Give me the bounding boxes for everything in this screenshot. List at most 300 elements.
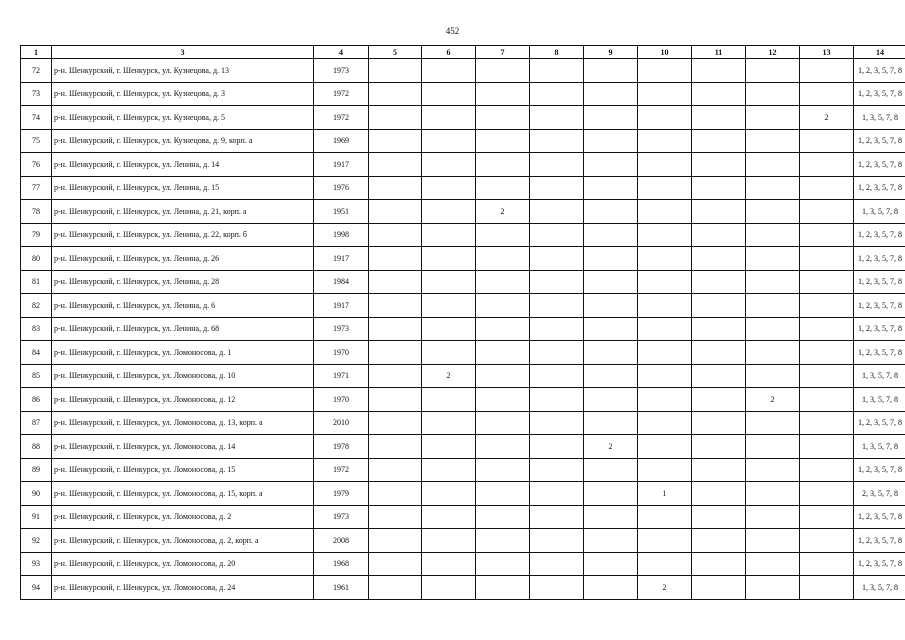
col-13-cell (800, 505, 854, 529)
col-12-cell (746, 317, 800, 341)
address-cell: р-н. Шенкурский, г. Шенкурск, ул. Ломоносова, д. 10 (52, 364, 314, 388)
col-6-cell: 2 (422, 364, 476, 388)
col-11-cell (692, 388, 746, 412)
col-9-cell (584, 82, 638, 106)
col-14-cell: 1, 3, 5, 7, 8 (854, 106, 905, 130)
col-14-cell: 1, 2, 3, 5, 7, 8 (854, 505, 905, 529)
col-6-cell (422, 317, 476, 341)
col-12-cell (746, 176, 800, 200)
col-6-cell (422, 106, 476, 130)
col-13-cell (800, 341, 854, 365)
year-cell: 1979 (314, 482, 369, 506)
column-header-8: 8 (530, 46, 584, 59)
address-cell: р-н. Шенкурский, г. Шенкурск, ул. Ломоносова, д. 1 (52, 341, 314, 365)
table-header-row (21, 46, 905, 59)
col-6-cell (422, 59, 476, 83)
row-number-cell: 77 (21, 176, 52, 200)
col-13-cell (800, 411, 854, 435)
col-10-cell (638, 82, 692, 106)
row-number-cell: 73 (21, 82, 52, 106)
address-cell: р-н. Шенкурский, г. Шенкурск, ул. Кузнецова, д. 3 (52, 82, 314, 106)
col-6-cell (422, 200, 476, 224)
col-8-cell (530, 411, 584, 435)
col-14-cell: 1, 2, 3, 5, 7, 8 (854, 294, 905, 318)
col-10-cell (638, 552, 692, 576)
address-cell: р-н. Шенкурский, г. Шенкурск, ул. Ломоносова, д. 2, корп. а (52, 529, 314, 553)
col-14-cell: 1, 2, 3, 5, 7, 8 (854, 59, 905, 83)
table-row (21, 59, 905, 83)
year-cell: 1973 (314, 59, 369, 83)
col-10-cell (638, 364, 692, 388)
col-8-cell (530, 129, 584, 153)
table-row (21, 411, 905, 435)
col-13-cell (800, 200, 854, 224)
col-5-cell (369, 552, 422, 576)
row-number-cell: 79 (21, 223, 52, 247)
year-cell: 1917 (314, 153, 369, 177)
col-10-cell (638, 317, 692, 341)
col-11-cell (692, 552, 746, 576)
col-6-cell (422, 552, 476, 576)
row-number-cell: 90 (21, 482, 52, 506)
col-11-cell (692, 505, 746, 529)
col-13-cell (800, 388, 854, 412)
col-14-cell: 1, 2, 3, 5, 7, 8 (854, 458, 905, 482)
year-cell: 1961 (314, 576, 369, 600)
col-7-cell (476, 223, 530, 247)
row-number-cell: 84 (21, 341, 52, 365)
col-6-cell (422, 505, 476, 529)
col-8-cell (530, 529, 584, 553)
col-12-cell (746, 458, 800, 482)
table-row (21, 129, 905, 153)
address-cell: р-н. Шенкурский, г. Шенкурск, ул. Ленина, д. 68 (52, 317, 314, 341)
col-10-cell (638, 458, 692, 482)
col-9-cell (584, 129, 638, 153)
year-cell: 1978 (314, 435, 369, 459)
col-10-cell (638, 223, 692, 247)
col-11-cell (692, 270, 746, 294)
address-cell: р-н. Шенкурский, г. Шенкурск, ул. Ленина, д. 22, корп. б (52, 223, 314, 247)
col-6-cell (422, 153, 476, 177)
col-6-cell (422, 247, 476, 271)
year-cell: 1973 (314, 505, 369, 529)
col-8-cell (530, 294, 584, 318)
col-10-cell (638, 176, 692, 200)
col-9-cell (584, 529, 638, 553)
row-number-cell: 87 (21, 411, 52, 435)
row-number-cell: 75 (21, 129, 52, 153)
col-7-cell (476, 435, 530, 459)
col-11-cell (692, 529, 746, 553)
col-12-cell (746, 82, 800, 106)
col-6-cell (422, 388, 476, 412)
table-row (21, 552, 905, 576)
column-header-7: 7 (476, 46, 530, 59)
col-11-cell (692, 176, 746, 200)
table-row (21, 82, 905, 106)
col-8-cell (530, 270, 584, 294)
col-14-cell: 1, 2, 3, 5, 7, 8 (854, 411, 905, 435)
col-8-cell (530, 341, 584, 365)
col-5-cell (369, 529, 422, 553)
col-14-cell: 2, 3, 5, 7, 8 (854, 482, 905, 506)
col-5-cell (369, 129, 422, 153)
col-8-cell (530, 153, 584, 177)
col-11-cell (692, 411, 746, 435)
col-5-cell (369, 153, 422, 177)
col-7-cell (476, 317, 530, 341)
col-10-cell (638, 411, 692, 435)
col-14-cell: 1, 2, 3, 5, 7, 8 (854, 153, 905, 177)
col-13-cell (800, 294, 854, 318)
year-cell: 1970 (314, 388, 369, 412)
row-number-cell: 76 (21, 153, 52, 177)
col-7-cell (476, 364, 530, 388)
col-8-cell (530, 59, 584, 83)
col-8-cell (530, 223, 584, 247)
col-9-cell (584, 200, 638, 224)
col-10-cell (638, 129, 692, 153)
page-number: 452 (445, 26, 460, 36)
column-header-13: 13 (800, 46, 854, 59)
col-11-cell (692, 294, 746, 318)
col-9-cell (584, 270, 638, 294)
col-11-cell (692, 364, 746, 388)
col-10-cell (638, 247, 692, 271)
col-11-cell (692, 435, 746, 459)
col-10-cell (638, 529, 692, 553)
address-cell: р-н. Шенкурский, г. Шенкурск, ул. Ломоносова, д. 13, корп. а (52, 411, 314, 435)
col-10-cell (638, 153, 692, 177)
col-7-cell (476, 176, 530, 200)
year-cell: 1972 (314, 458, 369, 482)
row-number-cell: 72 (21, 59, 52, 83)
address-cell: р-н. Шенкурский, г. Шенкурск, ул. Ленина, д. 21, корп. а (52, 200, 314, 224)
address-cell: р-н. Шенкурский, г. Шенкурск, ул. Ломоносова, д. 2 (52, 505, 314, 529)
col-10-cell: 1 (638, 482, 692, 506)
address-cell: р-н. Шенкурский, г. Шенкурск, ул. Ленина, д. 14 (52, 153, 314, 177)
col-7-cell (476, 552, 530, 576)
col-6-cell (422, 411, 476, 435)
col-9-cell (584, 317, 638, 341)
col-5-cell (369, 364, 422, 388)
col-8-cell (530, 364, 584, 388)
col-11-cell (692, 59, 746, 83)
column-header-10: 10 (638, 46, 692, 59)
table-body (21, 59, 905, 600)
year-cell: 1972 (314, 82, 369, 106)
year-cell: 1984 (314, 270, 369, 294)
column-header-5: 5 (369, 46, 422, 59)
column-header-3: 3 (52, 46, 314, 59)
col-14-cell: 1, 3, 5, 7, 8 (854, 388, 905, 412)
address-cell: р-н. Шенкурский, г. Шенкурск, ул. Ломоносова, д. 12 (52, 388, 314, 412)
table-row (21, 270, 905, 294)
row-number-cell: 91 (21, 505, 52, 529)
col-11-cell (692, 129, 746, 153)
col-12-cell (746, 411, 800, 435)
col-5-cell (369, 411, 422, 435)
column-header-4: 4 (314, 46, 369, 59)
housing-register-table (20, 45, 905, 600)
col-13-cell (800, 482, 854, 506)
row-number-cell: 86 (21, 388, 52, 412)
col-14-cell: 1, 2, 3, 5, 7, 8 (854, 552, 905, 576)
col-13-cell (800, 176, 854, 200)
address-cell: р-н. Шенкурский, г. Шенкурск, ул. Ломоносова, д. 15 (52, 458, 314, 482)
column-header-1: 1 (21, 46, 52, 59)
col-7-cell (476, 129, 530, 153)
col-14-cell: 1, 2, 3, 5, 7, 8 (854, 82, 905, 106)
row-number-cell: 92 (21, 529, 52, 553)
row-number-cell: 89 (21, 458, 52, 482)
col-7-cell: 2 (476, 200, 530, 224)
year-cell: 1969 (314, 129, 369, 153)
year-cell: 1998 (314, 223, 369, 247)
col-13-cell (800, 247, 854, 271)
col-7-cell (476, 247, 530, 271)
col-13-cell (800, 529, 854, 553)
table-row (21, 458, 905, 482)
col-6-cell (422, 270, 476, 294)
year-cell: 1976 (314, 176, 369, 200)
col-9-cell (584, 294, 638, 318)
col-10-cell (638, 270, 692, 294)
col-9-cell (584, 576, 638, 600)
col-6-cell (422, 82, 476, 106)
col-7-cell (476, 388, 530, 412)
col-7-cell (476, 411, 530, 435)
col-7-cell (476, 270, 530, 294)
col-14-cell: 1, 2, 3, 5, 7, 8 (854, 129, 905, 153)
col-8-cell (530, 200, 584, 224)
table-row (21, 200, 905, 224)
col-12-cell (746, 576, 800, 600)
col-14-cell: 1, 2, 3, 5, 7, 8 (854, 176, 905, 200)
col-5-cell (369, 576, 422, 600)
col-6-cell (422, 294, 476, 318)
col-14-cell: 1, 2, 3, 5, 7, 8 (854, 247, 905, 271)
col-11-cell (692, 576, 746, 600)
table-row (21, 388, 905, 412)
col-12-cell (746, 435, 800, 459)
col-5-cell (369, 294, 422, 318)
col-8-cell (530, 82, 584, 106)
col-12-cell (746, 505, 800, 529)
col-11-cell (692, 317, 746, 341)
col-12-cell (746, 341, 800, 365)
table-row (21, 482, 905, 506)
col-12-cell (746, 270, 800, 294)
col-5-cell (369, 270, 422, 294)
col-5-cell (369, 59, 422, 83)
col-9-cell (584, 59, 638, 83)
year-cell: 1917 (314, 294, 369, 318)
col-11-cell (692, 341, 746, 365)
address-cell: р-н. Шенкурский, г. Шенкурск, ул. Ленина, д. 6 (52, 294, 314, 318)
col-8-cell (530, 317, 584, 341)
col-11-cell (692, 482, 746, 506)
col-6-cell (422, 129, 476, 153)
col-6-cell (422, 435, 476, 459)
col-14-cell: 1, 2, 3, 5, 7, 8 (854, 317, 905, 341)
table-row (21, 247, 905, 271)
col-5-cell (369, 505, 422, 529)
col-7-cell (476, 106, 530, 130)
col-14-cell: 1, 2, 3, 5, 7, 8 (854, 270, 905, 294)
address-cell: р-н. Шенкурский, г. Шенкурск, ул. Ленина, д. 28 (52, 270, 314, 294)
col-7-cell (476, 341, 530, 365)
col-8-cell (530, 505, 584, 529)
col-12-cell (746, 59, 800, 83)
col-7-cell (476, 505, 530, 529)
col-13-cell (800, 270, 854, 294)
col-7-cell (476, 59, 530, 83)
col-7-cell (476, 576, 530, 600)
table-row (21, 576, 905, 600)
address-cell: р-н. Шенкурский, г. Шенкурск, ул. Ломоносова, д. 24 (52, 576, 314, 600)
col-14-cell: 1, 2, 3, 5, 7, 8 (854, 341, 905, 365)
col-13-cell (800, 552, 854, 576)
col-10-cell (638, 388, 692, 412)
col-7-cell (476, 153, 530, 177)
column-header-9: 9 (584, 46, 638, 59)
table-row (21, 505, 905, 529)
col-12-cell (746, 247, 800, 271)
col-6-cell (422, 341, 476, 365)
year-cell: 1972 (314, 106, 369, 130)
row-number-cell: 93 (21, 552, 52, 576)
col-10-cell (638, 505, 692, 529)
col-14-cell: 1, 2, 3, 5, 7, 8 (854, 529, 905, 553)
col-9-cell (584, 153, 638, 177)
col-11-cell (692, 82, 746, 106)
col-10-cell (638, 341, 692, 365)
col-13-cell: 2 (800, 106, 854, 130)
col-7-cell (476, 82, 530, 106)
col-6-cell (422, 176, 476, 200)
col-5-cell (369, 200, 422, 224)
col-10-cell (638, 435, 692, 459)
row-number-cell: 74 (21, 106, 52, 130)
col-12-cell (746, 482, 800, 506)
table-row (21, 341, 905, 365)
col-12-cell: 2 (746, 388, 800, 412)
col-5-cell (369, 458, 422, 482)
table-row (21, 153, 905, 177)
col-11-cell (692, 458, 746, 482)
row-number-cell: 81 (21, 270, 52, 294)
col-10-cell (638, 294, 692, 318)
address-cell: р-н. Шенкурский, г. Шенкурск, ул. Кузнецова, д. 5 (52, 106, 314, 130)
col-7-cell (476, 458, 530, 482)
col-13-cell (800, 82, 854, 106)
col-6-cell (422, 458, 476, 482)
table-row (21, 317, 905, 341)
col-14-cell: 1, 2, 3, 5, 7, 8 (854, 223, 905, 247)
col-13-cell (800, 153, 854, 177)
col-9-cell (584, 341, 638, 365)
address-cell: р-н. Шенкурский, г. Шенкурск, ул. Ленина, д. 15 (52, 176, 314, 200)
table-row (21, 294, 905, 318)
col-13-cell (800, 364, 854, 388)
row-number-cell: 85 (21, 364, 52, 388)
col-13-cell (800, 317, 854, 341)
address-cell: р-н. Шенкурский, г. Шенкурск, ул. Кузнецова, д. 9, корп. а (52, 129, 314, 153)
col-14-cell: 1, 3, 5, 7, 8 (854, 435, 905, 459)
col-8-cell (530, 435, 584, 459)
year-cell: 1973 (314, 317, 369, 341)
col-9-cell (584, 458, 638, 482)
year-cell: 1971 (314, 364, 369, 388)
col-11-cell (692, 223, 746, 247)
address-cell: р-н. Шенкурский, г. Шенкурск, ул. Ленина, д. 26 (52, 247, 314, 271)
col-12-cell (746, 552, 800, 576)
col-12-cell (746, 129, 800, 153)
col-8-cell (530, 458, 584, 482)
col-13-cell (800, 458, 854, 482)
col-14-cell: 1, 3, 5, 7, 8 (854, 200, 905, 224)
col-5-cell (369, 106, 422, 130)
col-6-cell (422, 529, 476, 553)
col-12-cell (746, 106, 800, 130)
column-header-12: 12 (746, 46, 800, 59)
col-5-cell (369, 82, 422, 106)
address-cell: р-н. Шенкурский, г. Шенкурск, ул. Ломоносова, д. 20 (52, 552, 314, 576)
col-12-cell (746, 364, 800, 388)
table-row (21, 176, 905, 200)
col-9-cell (584, 505, 638, 529)
address-cell: р-н. Шенкурский, г. Шенкурск, ул. Ломоносова, д. 14 (52, 435, 314, 459)
col-5-cell (369, 435, 422, 459)
col-6-cell (422, 482, 476, 506)
col-9-cell (584, 552, 638, 576)
row-number-cell: 94 (21, 576, 52, 600)
col-11-cell (692, 106, 746, 130)
col-8-cell (530, 576, 584, 600)
col-12-cell (746, 294, 800, 318)
col-5-cell (369, 482, 422, 506)
col-9-cell (584, 176, 638, 200)
col-9-cell (584, 364, 638, 388)
col-12-cell (746, 223, 800, 247)
col-10-cell (638, 200, 692, 224)
col-6-cell (422, 223, 476, 247)
col-5-cell (369, 247, 422, 271)
col-8-cell (530, 176, 584, 200)
col-13-cell (800, 59, 854, 83)
year-cell: 1970 (314, 341, 369, 365)
row-number-cell: 88 (21, 435, 52, 459)
col-13-cell (800, 129, 854, 153)
table-row (21, 223, 905, 247)
col-8-cell (530, 247, 584, 271)
row-number-cell: 83 (21, 317, 52, 341)
col-12-cell (746, 529, 800, 553)
column-header-6: 6 (422, 46, 476, 59)
year-cell: 2010 (314, 411, 369, 435)
col-8-cell (530, 106, 584, 130)
col-9-cell (584, 482, 638, 506)
col-14-cell: 1, 3, 5, 7, 8 (854, 576, 905, 600)
year-cell: 1917 (314, 247, 369, 271)
col-9-cell: 2 (584, 435, 638, 459)
column-header-11: 11 (692, 46, 746, 59)
col-6-cell (422, 576, 476, 600)
row-number-cell: 78 (21, 200, 52, 224)
table-row (21, 435, 905, 459)
